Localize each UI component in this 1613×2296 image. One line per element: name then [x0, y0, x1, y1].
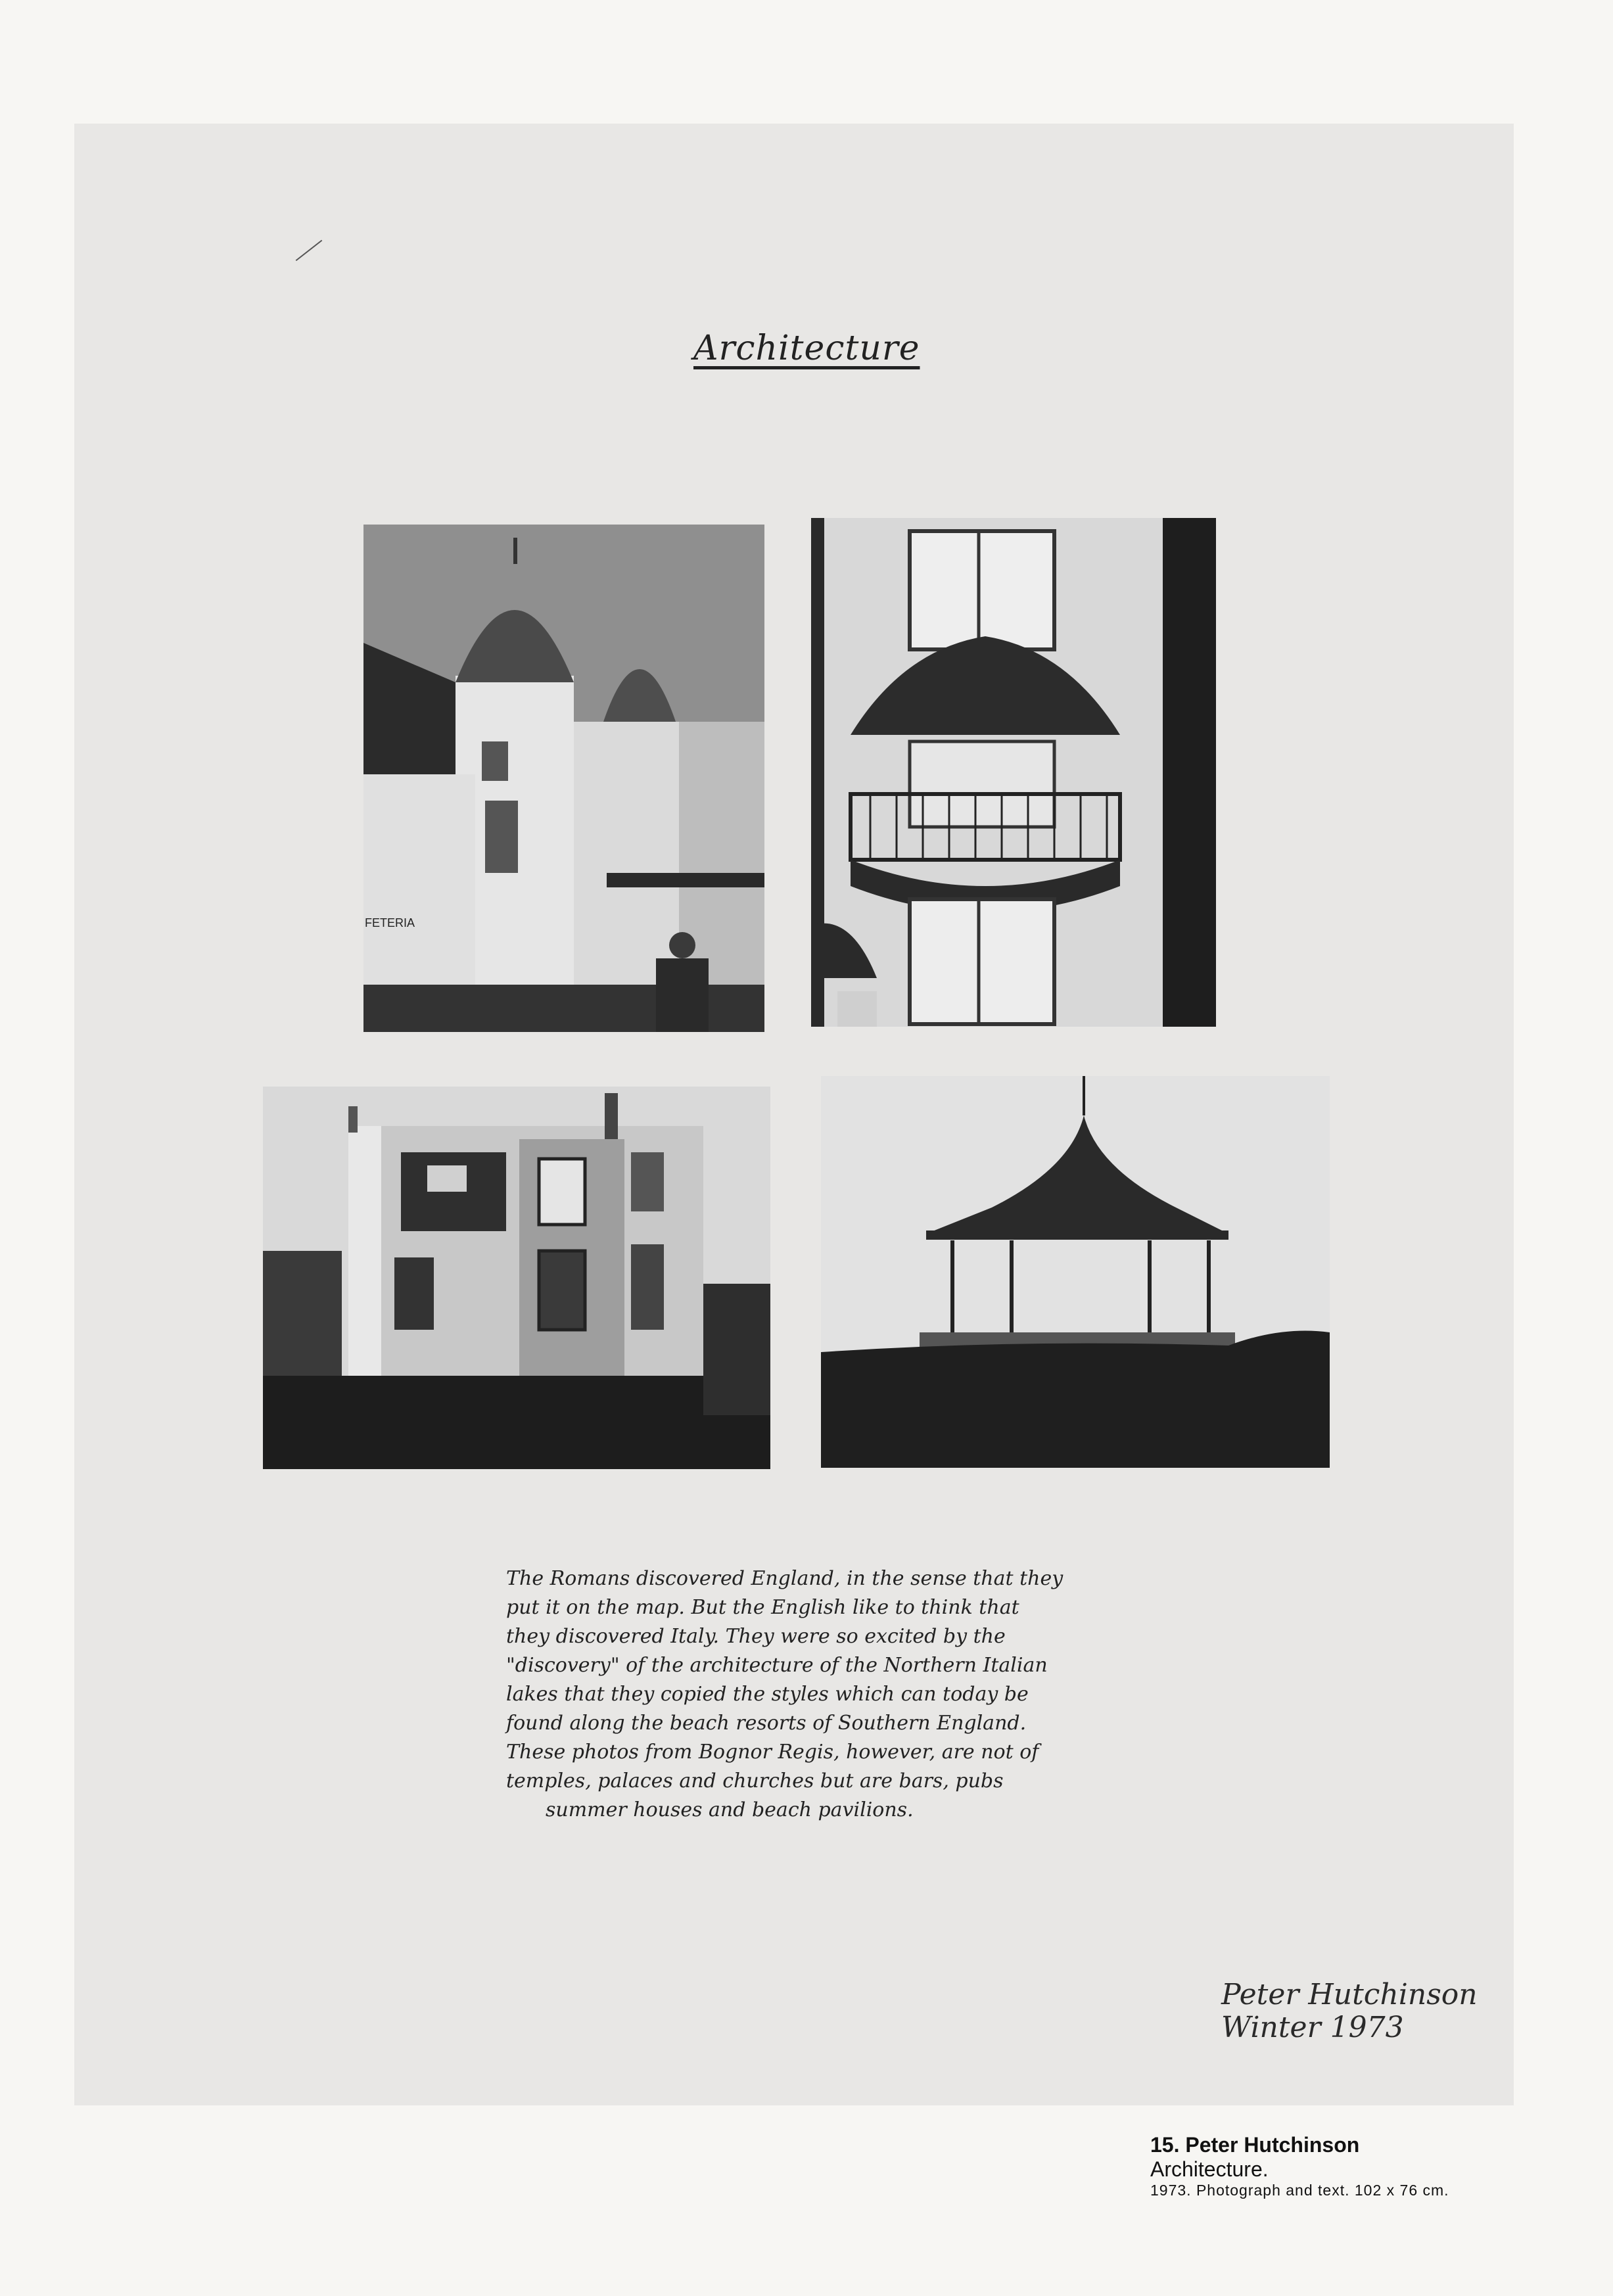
caption-number-artist: 15. Peter Hutchinson — [1150, 2133, 1360, 2157]
photo-balcony-bay — [811, 518, 1216, 1027]
handwritten-statement — [506, 1564, 1111, 1825]
statement-line: The Romans discovered England, in the sense that they — [506, 1567, 1064, 1590]
statement-line: temples, palaces and churches but are bars, pubs — [506, 1769, 1004, 1792]
statement-line: found along the beach resorts of Southern England. — [506, 1712, 1027, 1735]
statement-line: These photos from Bognor Regis, however, are not of — [506, 1741, 1039, 1764]
artwork-title: Architecture — [693, 329, 920, 368]
cafeteria-sign: FETERIA — [365, 916, 415, 929]
statement-line: "discovery" of the architecture of the Northern Italian — [506, 1654, 1048, 1677]
artist-signature — [1221, 1979, 1478, 2044]
signature-date: Winter 1973 — [1221, 2011, 1404, 2044]
photo-hotel-building — [263, 1087, 770, 1469]
statement-line: they discovered Italy. They were so excited by the — [506, 1625, 1006, 1648]
photo-domed-building — [363, 525, 764, 1032]
statement-line: lakes that they copied the styles which can today be — [506, 1683, 1029, 1706]
caption-work-title: Architecture. — [1150, 2157, 1269, 2181]
caption-details: 1973. Photograph and text. 102 x 76 cm. — [1150, 2182, 1449, 2199]
statement-line: summer houses and beach pavilions. — [546, 1798, 914, 1821]
signature-name: Peter Hutchinson — [1221, 1978, 1478, 2011]
statement-line: put it on the map. But the English like to think that — [506, 1596, 1019, 1619]
photo-bandstand-pavilion — [821, 1076, 1330, 1468]
catalog-caption — [1150, 2133, 1449, 2199]
